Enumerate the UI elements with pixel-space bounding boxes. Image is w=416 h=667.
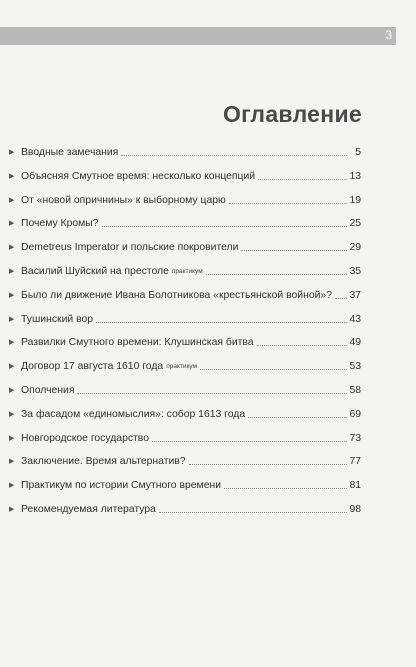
toc-entry-page: 58 <box>349 384 361 396</box>
toc-entry[interactable] <box>9 479 361 503</box>
toc-entry-title <box>21 194 228 207</box>
toc-entry[interactable] <box>9 170 361 194</box>
toc-entry-title <box>21 360 199 373</box>
toc-entry-title-text: Ополчения <box>21 384 75 396</box>
dot-leader <box>229 194 347 204</box>
toc-entry[interactable] <box>9 265 361 289</box>
toc-entry-title-text: Было ли движение Ивана Болотникова «крестьянской войной»? <box>21 289 332 301</box>
toc-entry-title <box>21 336 256 349</box>
triangle-right-icon: ▶ <box>9 220 15 228</box>
toc-entry-page: 35 <box>349 265 361 277</box>
toc-title: Оглавление <box>222 101 362 127</box>
dot-leader <box>121 146 347 156</box>
dot-leader <box>258 170 347 180</box>
toc-entry[interactable] <box>9 432 361 456</box>
toc-entry-title <box>21 313 95 326</box>
dot-leader <box>224 479 347 489</box>
toc-entry-page: 37 <box>349 289 361 301</box>
toc-entry-title <box>21 384 76 397</box>
toc-entry[interactable] <box>9 241 361 265</box>
toc-entry-title-text: Рекомендуемая литература <box>21 503 156 515</box>
dot-leader <box>200 360 347 370</box>
toc-entry-page: 13 <box>349 170 361 182</box>
toc-entry-page: 5 <box>349 146 361 159</box>
dot-leader <box>241 241 347 251</box>
toc-entry-title-text: От «новой опричнины» к выборному царю <box>21 194 226 206</box>
toc-entry-title-text: Заключение. Время альтернатив? <box>21 456 186 468</box>
toc-entry[interactable] <box>9 455 361 479</box>
dot-leader <box>248 408 347 418</box>
toc-entry-tag: практикум <box>166 363 198 371</box>
triangle-right-icon: ▶ <box>9 505 15 513</box>
dot-leader <box>152 432 347 442</box>
toc-entry-title <box>21 408 247 421</box>
toc-entry[interactable] <box>9 217 361 241</box>
toc-entry-title-text: Вводные замечания <box>21 147 119 158</box>
dot-leader <box>77 384 347 394</box>
dot-leader <box>257 336 347 346</box>
toc-entry-title-text: Тушинский вор <box>21 313 94 325</box>
triangle-right-icon: ▶ <box>9 363 15 371</box>
toc-entry-title-text: Практикум по истории Смутного времени <box>21 480 222 492</box>
dot-leader <box>96 313 347 323</box>
toc-entry-page: 53 <box>349 361 361 373</box>
dot-leader <box>159 503 347 513</box>
triangle-right-icon: ▶ <box>9 339 15 347</box>
triangle-right-icon: ▶ <box>9 172 15 180</box>
toc-entry-title <box>21 479 223 492</box>
triangle-right-icon: ▶ <box>9 315 15 323</box>
toc-entry-title <box>21 146 120 159</box>
toc-entry-page: 69 <box>349 408 361 420</box>
triangle-right-icon: ▶ <box>9 149 15 156</box>
toc-entry-title-text: Договор 17 августа 1610 года <box>21 361 164 373</box>
toc-entry[interactable] <box>9 408 361 432</box>
toc-entry-page: 49 <box>349 337 361 349</box>
toc-entry[interactable] <box>9 146 361 170</box>
toc-entry-title-text: Развилки Смутного времени: Клушинская битва <box>21 337 254 349</box>
dot-leader <box>189 455 347 465</box>
toc-entry-page: 77 <box>349 456 361 468</box>
toc-entry[interactable] <box>9 289 361 313</box>
toc-entry-title-text: Объясняя Смутное время: несколько концепций <box>21 170 256 182</box>
toc-entry-title <box>21 432 151 445</box>
toc-entry[interactable] <box>9 313 361 337</box>
toc-entry-page: 43 <box>349 313 361 325</box>
triangle-right-icon: ▶ <box>9 291 15 299</box>
toc-entry-page: 73 <box>349 432 361 444</box>
toc-entry-page: 81 <box>349 480 361 492</box>
toc-entry-page: 19 <box>349 194 361 206</box>
page-number: 3 <box>385 28 392 42</box>
dot-leader <box>102 217 347 227</box>
toc-entry-title-text: Почему Кромы? <box>21 218 99 230</box>
toc-entry-title-text: Demetreus Imperator и польские покровители <box>21 242 239 254</box>
toc-entry-title <box>21 289 334 302</box>
toc-entry-page: 25 <box>349 218 361 230</box>
toc-entry-title <box>21 170 257 183</box>
running-header-bar <box>0 27 396 45</box>
dot-leader <box>206 265 347 275</box>
toc-entry-title-text: За фасадом «единомыслия»: собор 1613 года <box>21 408 246 420</box>
toc-entry-title <box>21 265 205 278</box>
toc-entry[interactable] <box>9 503 361 527</box>
toc-entry-page: 29 <box>349 242 361 254</box>
triangle-right-icon: ▶ <box>9 410 15 418</box>
toc-entry-title <box>21 503 158 516</box>
toc-entry-title-text: Новгородское государство <box>21 432 149 444</box>
toc-entry-tag: практикум <box>171 267 203 275</box>
toc-entry[interactable] <box>9 384 361 408</box>
triangle-right-icon: ▶ <box>9 196 15 204</box>
toc-entry[interactable] <box>9 194 361 218</box>
toc-entry-title <box>21 217 101 230</box>
toc-entry-title-text: Василий Шуйский на престоле <box>21 265 169 277</box>
triangle-right-icon: ▶ <box>9 482 15 490</box>
toc-list <box>9 146 361 527</box>
triangle-right-icon: ▶ <box>9 458 15 466</box>
toc-entry-page: 98 <box>349 503 361 515</box>
toc-entry-title <box>21 241 240 254</box>
triangle-right-icon: ▶ <box>9 434 15 442</box>
toc-entry[interactable] <box>9 360 361 384</box>
toc-entry-title <box>21 455 188 468</box>
triangle-right-icon: ▶ <box>9 386 15 394</box>
dot-leader <box>335 289 347 299</box>
toc-entry[interactable] <box>9 336 361 360</box>
triangle-right-icon: ▶ <box>9 267 15 275</box>
triangle-right-icon: ▶ <box>9 244 15 252</box>
